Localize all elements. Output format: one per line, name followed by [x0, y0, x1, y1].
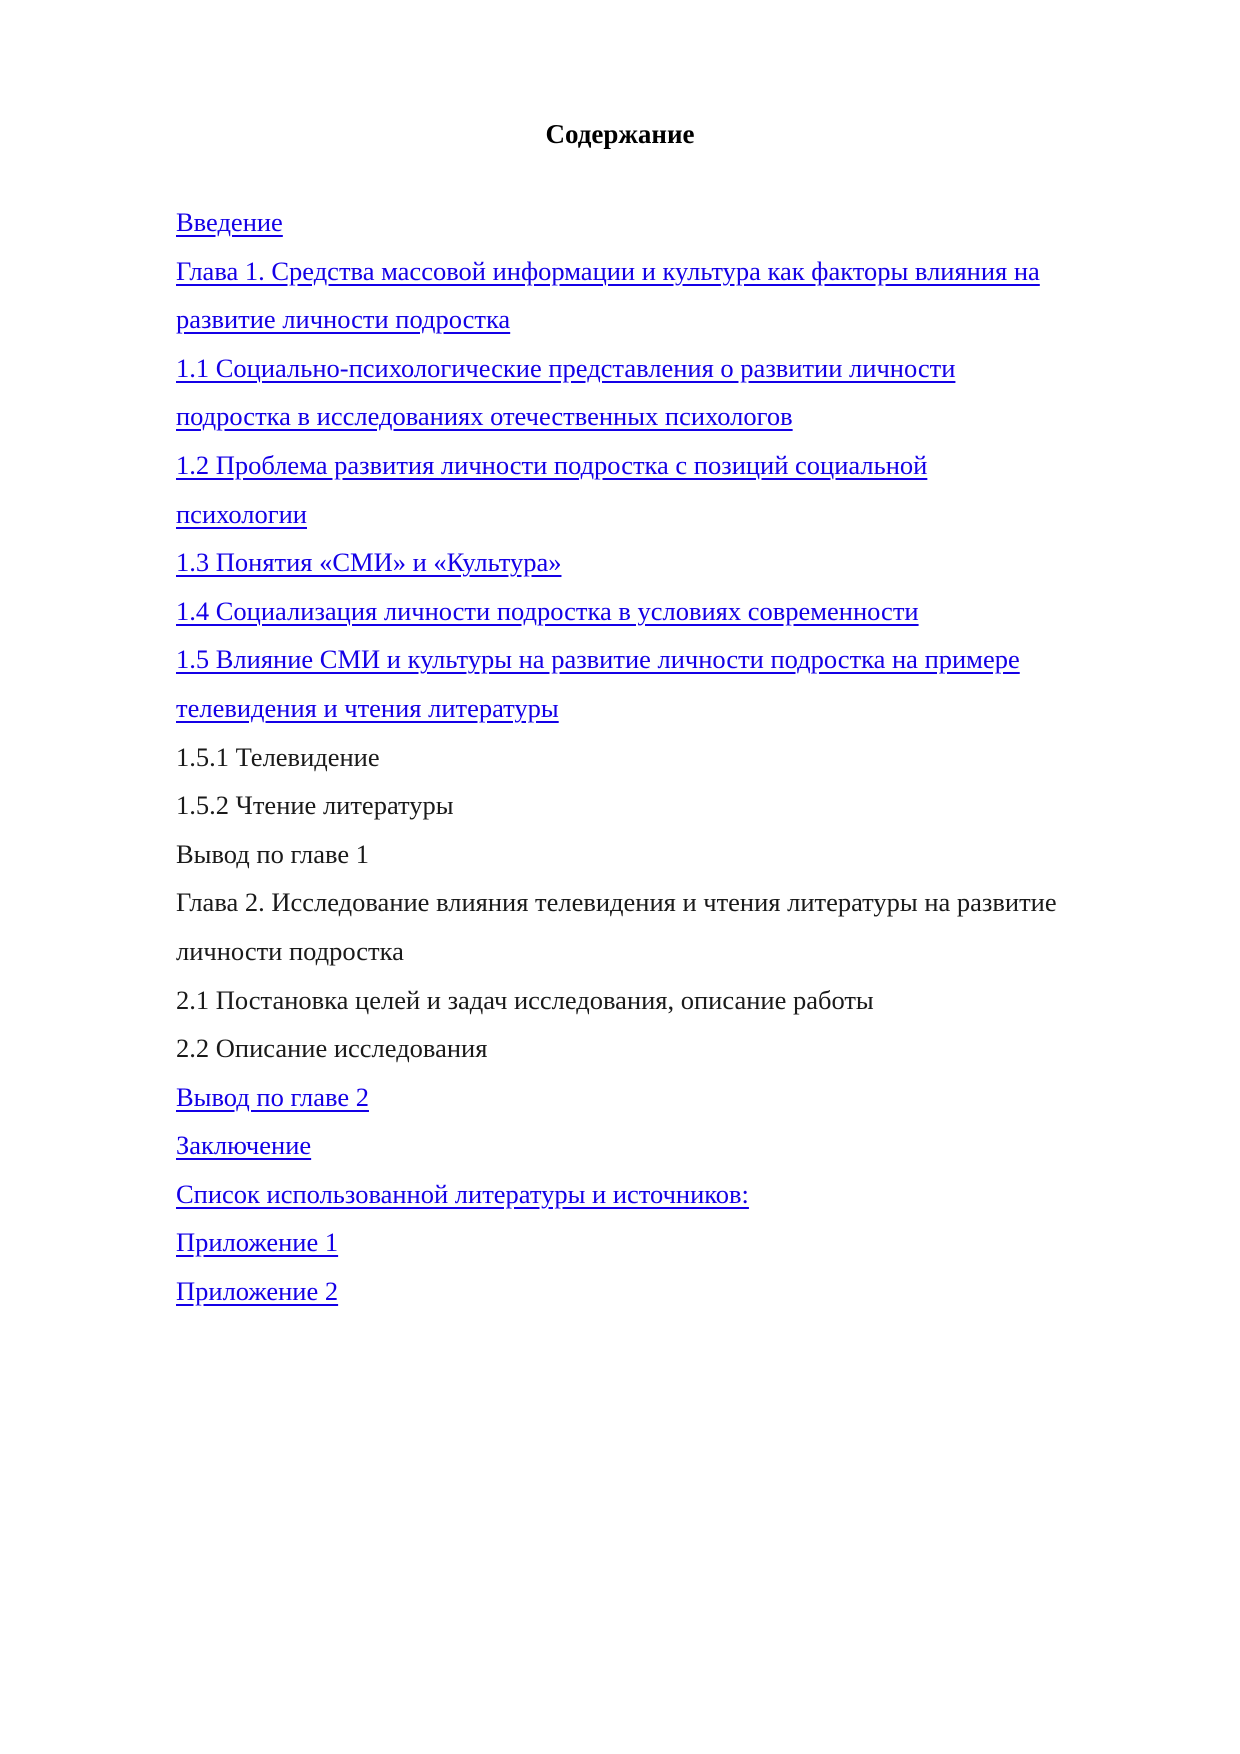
toc-link[interactable]	[176, 635, 1176, 732]
toc-line[interactable]: Приложение 1	[176, 1227, 339, 1258]
toc-line[interactable]: 1.5 Влияние СМИ и культуры на развитие личности подростка на примере	[176, 644, 1020, 675]
toc-line[interactable]: Вывод по главе 2	[176, 1081, 369, 1112]
toc-link[interactable]	[176, 1121, 1176, 1170]
toc-line: 2.2 Описание исследования	[176, 1033, 488, 1064]
toc-line[interactable]: психологии	[176, 498, 307, 529]
toc-link[interactable]	[176, 1170, 1176, 1219]
table-of-contents	[176, 198, 1176, 1316]
toc-line[interactable]: 1.3 Понятия «СМИ» и «Культура»	[176, 547, 562, 578]
toc-line[interactable]: подростка в исследованиях отечественных психологов	[176, 401, 793, 432]
toc-line: 1.5.1 Телевидение	[176, 741, 380, 772]
toc-item	[176, 976, 1176, 1025]
toc-link[interactable]	[176, 198, 1176, 247]
toc-line[interactable]: Глава 1. Средства массовой информации и культура как факторы влияния на	[176, 255, 1040, 286]
toc-line: 1.5.2 Чтение литературы	[176, 790, 454, 821]
toc-link[interactable]	[176, 538, 1176, 587]
toc-item	[176, 1024, 1176, 1073]
toc-line: Вывод по главе 1	[176, 838, 369, 869]
toc-line: Глава 2. Исследование влияния телевидения и чтения литературы на развитие	[176, 887, 1057, 918]
toc-line[interactable]: 1.1 Социально-психологические представления о развитии личности	[176, 352, 956, 383]
toc-link[interactable]	[176, 1267, 1176, 1316]
toc-line[interactable]: телевидения и чтения литературы	[176, 692, 559, 723]
toc-line[interactable]: 1.4 Социализация личности подростка в условиях современности	[176, 595, 919, 626]
toc-link[interactable]	[176, 247, 1176, 344]
toc-link[interactable]	[176, 344, 1176, 441]
toc-link[interactable]	[176, 441, 1176, 538]
toc-line[interactable]: Заключение	[176, 1130, 312, 1161]
toc-item	[176, 781, 1176, 830]
toc-item	[176, 830, 1176, 879]
toc-line: 2.1 Постановка целей и задач исследования, описание работы	[176, 984, 874, 1015]
page-title: Содержание	[545, 119, 695, 149]
toc-line: личности подростка	[176, 935, 404, 966]
toc-line[interactable]: Список использованной литературы и источников:	[176, 1178, 749, 1209]
toc-line[interactable]: развитие личности подростка	[176, 304, 511, 335]
toc-item	[176, 733, 1176, 782]
toc-line[interactable]: Приложение 2	[176, 1276, 339, 1307]
toc-link[interactable]	[176, 1073, 1176, 1122]
toc-link[interactable]	[176, 1218, 1176, 1267]
toc-line[interactable]: 1.2 Проблема развития личности подростка с позиций социальной	[176, 449, 928, 480]
toc-link[interactable]	[176, 587, 1176, 636]
toc-line[interactable]: Введение	[176, 207, 283, 237]
toc-item	[176, 878, 1176, 975]
